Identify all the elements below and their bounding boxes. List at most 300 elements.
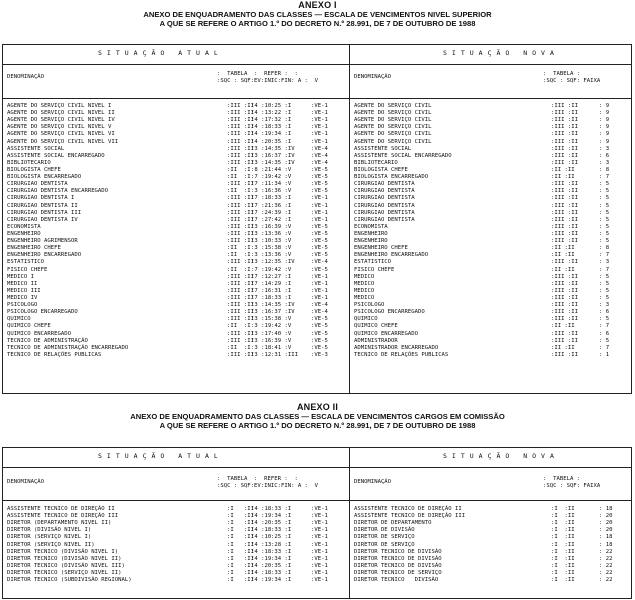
denominacao-atual: FISICO CHEFE — [7, 266, 48, 273]
denominacao-atual: AGENTE DO SERVIÇO CIVIL NIVEL VII — [7, 138, 119, 145]
denominacao-atual: DIRETOR (SERVIÇO NIVEL I) — [7, 534, 92, 541]
tabela-atual: :II :I — [227, 266, 251, 273]
tabela-atual: :III :II — [227, 131, 254, 138]
ev-inic: :3 :15 — [251, 245, 272, 252]
denominacao-nova: DIRETOR DE SERVIÇO — [354, 534, 415, 541]
table-row — [3, 520, 631, 527]
denominacao-atual: DIRETOR TECNICO (SUBDIVISÃO REGIONAL) — [7, 577, 132, 584]
table-row — [3, 181, 631, 188]
v-code: :VE-4 — [311, 309, 328, 316]
v-code: :VE-1 — [311, 555, 328, 562]
faixa: : 9 — [599, 131, 610, 138]
table-row — [3, 556, 631, 563]
tabela-nova: :III :II — [551, 110, 578, 117]
faixa: : 22 — [599, 577, 613, 584]
tabela-atual: :I :II — [227, 506, 254, 512]
denominacao-nova: ECONOMISTA — [354, 223, 388, 230]
header-columns: :SQC : SQF:EV:INIC:FIN: A : V — [217, 78, 319, 84]
tabela-nova: :III :II — [551, 124, 578, 131]
fin-a: :25 :I — [271, 103, 292, 109]
ev-inic: :3 :12 — [251, 351, 272, 358]
faixa: : 7 — [599, 266, 610, 273]
denominacao-atual: ENGENHEIRO AGRIMENSOR — [7, 238, 78, 245]
tabela-nova: :III :II — [551, 309, 578, 316]
annex2-heading — [0, 403, 635, 430]
fin-a: :33 :I — [271, 124, 292, 131]
table-row — [3, 124, 631, 131]
faixa: : 9 — [599, 110, 610, 117]
v-code: :VE-1 — [311, 534, 328, 541]
faixa: : 18 — [599, 506, 613, 512]
tabela-atual: :III :II — [227, 259, 254, 266]
fin-a: :35 :IV — [271, 145, 295, 152]
v-code: :VE-1 — [311, 209, 328, 216]
fin-a: :36 :V — [271, 230, 292, 237]
tabela-nova: :I :II — [551, 541, 575, 548]
tabela-atual: :III :II — [227, 181, 254, 188]
ev-inic: :7 :12 — [251, 273, 272, 280]
v-code: :VE-1 — [311, 513, 328, 520]
table-row — [3, 224, 631, 231]
tabela-nova: :III :II — [551, 202, 578, 209]
denominacao-nova: CIRURGIAO DENTISTA — [354, 195, 415, 202]
faixa: : 5 — [599, 223, 610, 230]
ev-inic: :7 :14 — [251, 280, 272, 287]
tabela-nova: :III :II — [551, 330, 578, 337]
table-row — [3, 259, 631, 266]
v-code: :VE-5 — [311, 223, 328, 230]
fin-a: :35 :I — [271, 520, 292, 527]
table-row — [3, 231, 631, 238]
annex1-heading — [0, 1, 635, 28]
table-row — [3, 110, 631, 117]
ev-inic: :4 :18 — [251, 569, 272, 576]
table-row — [3, 167, 631, 174]
table-row — [3, 281, 631, 288]
tabela-nova: :III :II — [551, 259, 578, 266]
fin-a: :38 :V — [271, 245, 292, 252]
denominacao-atual: ASSISTENTE SOCIAL ENCARREGADO — [7, 152, 105, 159]
header-denominacao-nova: DENOMINAÇÃO — [354, 479, 392, 485]
fin-a: :36 :I — [271, 202, 292, 209]
tabela-atual: :III :II — [227, 223, 254, 230]
table-row — [3, 288, 631, 295]
denominacao-atual: ENGENHEIRO CHEFE — [7, 245, 61, 252]
faixa: : 6 — [599, 330, 610, 337]
v-code: :VE-5 — [311, 330, 328, 337]
table-row — [3, 195, 631, 202]
faixa: : 7 — [599, 174, 610, 181]
ev-inic: :3 :13 — [251, 230, 272, 237]
tabela-atual: :I :II — [227, 534, 254, 541]
annex2-title: ANEXO DE ENQUADRAMENTO DAS CLASSES — ESCALA DE VENCIMENTOS CARGOS EM COMISSÃO — [130, 412, 505, 421]
denominacao-nova: TECNICO DE RELAÇÕES PUBLICAS — [354, 351, 449, 358]
table-row — [3, 295, 631, 302]
faixa: : 5 — [599, 287, 610, 294]
tabela-atual: :III :II — [227, 117, 254, 124]
faixa: : 20 — [599, 520, 613, 527]
denominacao-nova: DIRETOR TECNICO DE DIVISÃO — [354, 562, 442, 569]
table-row — [3, 563, 631, 570]
ev-inic: :7 :24 — [251, 209, 272, 216]
denominacao-atual: TECNICO DE ADMINISTRAÇÃO ENCARREGADO — [7, 344, 129, 351]
fin-a: :44 :V — [271, 166, 292, 173]
tabela-atual: :II :I — [227, 323, 251, 330]
v-code: :VE-1 — [311, 506, 328, 512]
denominacao-nova: AGENTE DO SERVIÇO CIVIL — [354, 124, 432, 131]
tabela-nova: :III :II — [551, 294, 578, 301]
denominacao-atual: DIRETOR TECNICO (DIVISÃO NIVEL II) — [7, 555, 122, 562]
tabela-atual: :I :II — [227, 577, 254, 584]
v-code: :VE-5 — [311, 238, 328, 245]
denominacao-nova: ADMINISTRADOR ENCARREGADO — [354, 344, 439, 351]
fin-a: :34 :I — [271, 513, 292, 520]
tabela-nova: :III :II — [551, 230, 578, 237]
faixa: : 18 — [599, 541, 613, 548]
table-row — [3, 131, 631, 138]
tabela-nova: :I :II — [551, 527, 575, 534]
denominacao-atual: QUIMICO CHEFE — [7, 323, 51, 330]
tabela-atual: :III :II — [227, 287, 254, 294]
header-denominacao: DENOMINAÇÃO — [7, 74, 45, 80]
fin-a: :35 :I — [271, 138, 292, 145]
faixa: : 9 — [599, 103, 610, 109]
denominacao-atual: DIRETOR TECNICO (DIVISÃO NIVEL III) — [7, 562, 125, 569]
table-row — [3, 331, 631, 338]
ev-inic: :4 :18 — [251, 506, 272, 512]
fin-a: :35 :IV — [271, 302, 295, 309]
faixa: : 5 — [599, 202, 610, 209]
table-row — [3, 203, 631, 210]
v-code: :VE-1 — [311, 103, 328, 109]
tabela-atual: :III :II — [227, 145, 254, 152]
denominacao-nova: ADMINISTRADOR — [354, 337, 398, 344]
denominacao-atual: BIOLOGISTA ENCARREGADO — [7, 174, 82, 181]
fin-a: :40 :V — [271, 330, 292, 337]
annex2-title-row — [3, 448, 631, 468]
tabela-nova: :I :II — [551, 534, 575, 541]
ev-inic: :7 :19 — [251, 174, 272, 181]
table-row — [3, 210, 631, 217]
ev-inic: :4 :13 — [251, 541, 272, 548]
left-section-title: SITUAÇÃO ATUAL — [98, 452, 223, 460]
faixa: : 5 — [599, 188, 610, 195]
faixa: : 6 — [599, 152, 610, 159]
v-code: :VE-5 — [311, 337, 328, 344]
tabela-atual: :III :II — [227, 159, 254, 166]
tabela-nova: :III :II — [551, 152, 578, 159]
ev-inic: :4 :19 — [251, 577, 272, 584]
ev-inic: :3 :14 — [251, 302, 272, 309]
tabela-atual: :III :II — [227, 202, 254, 209]
denominacao-nova: ASSISTENTE SOCIAL — [354, 145, 412, 152]
tabela-nova: :II :II — [551, 245, 575, 252]
v-code: :VE-5 — [311, 245, 328, 252]
tabela-nova: :III :II — [551, 351, 578, 358]
tabela-nova: :III :II — [551, 209, 578, 216]
tabela-atual: :I :II — [227, 562, 254, 569]
v-code: :VE-5 — [311, 266, 328, 273]
tabela-nova: :III :II — [551, 216, 578, 223]
fin-a: :35 :IV — [271, 159, 295, 166]
v-code: :VE-1 — [311, 195, 328, 202]
denominacao-nova: AGENTE DO SERVIÇO CIVIL — [354, 117, 432, 124]
v-code: :VE-1 — [311, 273, 328, 280]
fin-a: :37 :IV — [271, 152, 295, 159]
fin-a: :39 :V — [271, 337, 292, 344]
ev-inic: :7 :11 — [251, 181, 272, 188]
fin-a: :33 :I — [271, 506, 292, 512]
ev-inic: :3 :16 — [251, 188, 272, 195]
v-code: :VE-3 — [311, 351, 328, 358]
denominacao-nova: PSICOLOGO ENCARREGADO — [354, 309, 425, 316]
tabela-nova: :II :II — [551, 344, 575, 351]
denominacao-nova: CIRURGIAO DENTISTA — [354, 216, 415, 223]
tabela-atual: :I :II — [227, 548, 254, 555]
tabela-atual: :III :II — [227, 302, 254, 309]
fin-a: :35 :IV — [271, 259, 295, 266]
annex1-table — [2, 44, 632, 394]
table-row — [3, 245, 631, 252]
ev-inic: :4 :17 — [251, 117, 272, 124]
denominacao-atual: DIRETOR TECNICO (SERVIÇO NIVEL II) — [7, 569, 122, 576]
v-code: :VE-1 — [311, 280, 328, 287]
tabela-atual: :I :II — [227, 520, 254, 527]
ev-inic: :7 :18 — [251, 294, 272, 301]
fin-a: :38 :V — [271, 316, 292, 323]
ev-inic: :3 :17 — [251, 330, 272, 337]
table-row — [3, 513, 631, 520]
tabela-nova: :II :II — [551, 266, 575, 273]
faixa: : 9 — [599, 124, 610, 131]
header-denominacao: DENOMINAÇÃO — [7, 479, 45, 485]
ev-inic: :7 :27 — [251, 216, 272, 223]
ev-inic: :4 :18 — [251, 527, 272, 534]
tabela-nova: :I :II — [551, 569, 575, 576]
ev-inic: :3 :14 — [251, 159, 272, 166]
annex2-column-headers — [3, 467, 631, 501]
table-row — [3, 238, 631, 245]
header-denominacao-nova: DENOMINAÇÃO — [354, 74, 392, 80]
annex1-column-headers — [3, 64, 631, 99]
ev-inic: :3 :16 — [251, 152, 272, 159]
faixa: : 18 — [599, 534, 613, 541]
tabela-nova: :I :II — [551, 513, 575, 520]
tabela-atual: :III :II — [227, 152, 254, 159]
faixa: : 5 — [599, 294, 610, 301]
header-columns-nova: :SQC : SQF: FAIXA — [543, 78, 601, 84]
tabela-atual: :II :I — [227, 174, 251, 181]
denominacao-nova: DIRETOR TECNICO DE SERVIÇO — [354, 569, 442, 576]
denominacao-atual: ENGENHEIRO ENCARREGADO — [7, 252, 82, 259]
tabela-atual: :III :II — [227, 316, 254, 323]
tabela-atual: :III :II — [227, 280, 254, 287]
denominacao-nova: ESTATISTICO — [354, 259, 392, 266]
faixa: : 5 — [599, 209, 610, 216]
ev-inic: :7 :21 — [251, 202, 272, 209]
denominacao-atual: ENGENHEIRO — [7, 230, 41, 237]
denominacao-atual: CIRURGIAO DENTISTA — [7, 181, 68, 188]
v-code: :VE-1 — [311, 569, 328, 576]
v-code: :VE-1 — [311, 527, 328, 534]
denominacao-nova: ENGENHEIRO — [354, 230, 388, 237]
fin-a: :42 :V — [271, 174, 292, 181]
table-row — [3, 117, 631, 124]
faixa: : 3 — [599, 159, 610, 166]
tabela-nova: :II :II — [551, 323, 575, 330]
denominacao-atual: MEDICO I — [7, 273, 34, 280]
tabela-atual: :II :I — [227, 166, 251, 173]
tabela-atual: :I :II — [227, 513, 254, 520]
denominacao-atual: AGENTE DO SERVIÇO CIVIL NIVEL VI — [7, 131, 115, 138]
faixa: : 5 — [599, 238, 610, 245]
faixa: : 5 — [599, 230, 610, 237]
annex1-rows — [3, 103, 631, 359]
faixa: : 22 — [599, 555, 613, 562]
v-code: :VE-1 — [311, 216, 328, 223]
header-columns-nova: :SQC : SQF: FAIXA — [543, 483, 601, 489]
denominacao-nova: MEDICO — [354, 280, 375, 287]
denominacao-nova: AGENTE DO SERVIÇO CIVIL — [354, 138, 432, 145]
denominacao-nova: ENGENHEIRO ENCARREGADO — [354, 252, 429, 259]
annex1-subtitle: A QUE SE REFERE O ARTIGO 1.º DO DECRETO N.º 28.991, DE 7 DE OUTUBRO DE 1988 — [159, 19, 476, 28]
v-code: :VE-4 — [311, 152, 328, 159]
faixa: : 3 — [599, 259, 610, 266]
faixa: : 3 — [599, 145, 610, 152]
ev-inic: :4 :20 — [251, 138, 272, 145]
denominacao-nova: CIRURGIAO DENTISTA — [354, 209, 415, 216]
header-columns: :SQC : SQF:EV:INIC:FIN: A : V — [217, 483, 319, 489]
denominacao-nova: ENGENHEIRO CHEFE — [354, 245, 408, 252]
v-code: :VE-4 — [311, 159, 328, 166]
denominacao-nova: BIOLOGISTA ENCARREGADO — [354, 174, 429, 181]
denominacao-nova: CIRURGIAO DENTISTA — [354, 181, 415, 188]
tabela-atual: :III :II — [227, 330, 254, 337]
faixa: : 20 — [599, 513, 613, 520]
denominacao-nova: DIRETOR TECNICO DE DIVISÃO — [354, 548, 442, 555]
ev-inic: :8 :21 — [251, 166, 272, 173]
ev-inic: :3 :10 — [251, 238, 272, 245]
fin-a: :34 :I — [271, 131, 292, 138]
ev-inic: :4 :10 — [251, 534, 272, 541]
denominacao-nova: DIRETOR TECNICO DE DIVISÃO — [354, 555, 442, 562]
tabela-nova: :III :II — [551, 131, 578, 138]
fin-a: :28 :I — [271, 541, 292, 548]
fin-a: :25 :I — [271, 534, 292, 541]
tabela-atual: :III :II — [227, 110, 254, 117]
fin-a: :31 :I — [271, 287, 292, 294]
ev-inic: :3 :15 — [251, 316, 272, 323]
tabela-atual: :III :II — [227, 273, 254, 280]
fin-a: :33 :V — [271, 238, 292, 245]
tabela-nova: :III :II — [551, 195, 578, 202]
tabela-atual: :II :I — [227, 344, 251, 351]
fin-a: :36 :V — [271, 188, 292, 195]
fin-a: :34 :I — [271, 555, 292, 562]
tabela-nova: :III :II — [551, 159, 578, 166]
faixa: : 5 — [599, 316, 610, 323]
tabela-nova: :I :II — [551, 577, 575, 584]
table-row — [3, 217, 631, 224]
fin-a: :39 :I — [271, 209, 292, 216]
denominacao-nova: QUIMICO ENCARREGADO — [354, 330, 418, 337]
tabela-atual: :I :II — [227, 569, 254, 576]
faixa: : 1 — [599, 351, 610, 358]
tabela-atual: :III :II — [227, 294, 254, 301]
denominacao-atual: BIBLIOTECARIO — [7, 159, 51, 166]
tabela-nova: :III :II — [551, 138, 578, 145]
denominacao-nova: BIOLOGISTA CHEFE — [354, 166, 408, 173]
table-row — [3, 345, 631, 352]
tabela-atual: :III :II — [227, 195, 254, 202]
denominacao-nova: AGENTE DO SERVIÇO CIVIL — [354, 131, 432, 138]
tabela-atual: :III :II — [227, 216, 254, 223]
v-code: :VE-1 — [311, 294, 328, 301]
tabela-atual: :II :I — [227, 252, 251, 259]
ev-inic: :4 :18 — [251, 124, 272, 131]
tabela-nova: :III :II — [551, 103, 578, 109]
denominacao-atual: MEDICO III — [7, 287, 41, 294]
tabela-nova: :III :II — [551, 280, 578, 287]
v-code: :VE-1 — [311, 202, 328, 209]
v-code: :VE-1 — [311, 110, 328, 117]
v-code: :VE-1 — [311, 138, 328, 145]
denominacao-nova: CIRURGIAO DENTISTA — [354, 188, 415, 195]
ev-inic: :4 :10 — [251, 103, 272, 109]
tabela-nova: :III :II — [551, 223, 578, 230]
denominacao-atual: CIRURGIAO DENTISTA II — [7, 202, 78, 209]
denominacao-nova: QUIMICO — [354, 316, 378, 323]
v-code: :VE-1 — [311, 562, 328, 569]
denominacao-atual: ESTATISTICO — [7, 259, 45, 266]
ev-inic: :4 :19 — [251, 513, 272, 520]
denominacao-atual: AGENTE DO SERVIÇO CIVIL NIVEL IV — [7, 117, 115, 124]
tabela-nova: :I :II — [551, 506, 575, 512]
tabela-atual: :II :I — [227, 245, 251, 252]
tabela-atual: :III :II — [227, 238, 254, 245]
table-row — [3, 309, 631, 316]
faixa: : 5 — [599, 337, 610, 344]
table-row — [3, 549, 631, 556]
denominacao-atual: DIRETOR (DEPARTAMENTO NIVEL II) — [7, 520, 112, 527]
tabela-nova: :III :II — [551, 145, 578, 152]
tabela-nova: :III :II — [551, 181, 578, 188]
faixa: : 5 — [599, 273, 610, 280]
fin-a: :34 :I — [271, 577, 292, 584]
fin-a: :34 :V — [271, 181, 292, 188]
denominacao-nova: ASSISTENTE SOCIAL ENCARREGADO — [354, 152, 452, 159]
fin-a: :29 :I — [271, 280, 292, 287]
denominacao-nova: AGENTE DO SERVIÇO CIVIL — [354, 110, 432, 117]
faixa: : 9 — [599, 138, 610, 145]
v-code: :VE-5 — [311, 252, 328, 259]
annex2-subtitle: A QUE SE REFERE O ARTIGO 1.º DO DECRETO N.º 28.991, DE 7 DE OUTUBRO DE 1988 — [159, 421, 476, 430]
v-code: :VE-1 — [311, 124, 328, 131]
ev-inic: :4 :18 — [251, 548, 272, 555]
tabela-atual: :III :II — [227, 124, 254, 131]
faixa: : 5 — [599, 195, 610, 202]
tabela-atual: :III :II — [227, 209, 254, 216]
table-row — [3, 267, 631, 274]
fin-a: :33 :I — [271, 527, 292, 534]
annex2-table — [2, 447, 632, 599]
fin-a: :36 :V — [271, 252, 292, 259]
ev-inic: :7 :18 — [251, 195, 272, 202]
faixa: : 5 — [599, 216, 610, 223]
v-code: :VE-4 — [311, 259, 328, 266]
denominacao-atual: MEDICO II — [7, 280, 38, 287]
tabela-nova: :II :II — [551, 252, 575, 259]
